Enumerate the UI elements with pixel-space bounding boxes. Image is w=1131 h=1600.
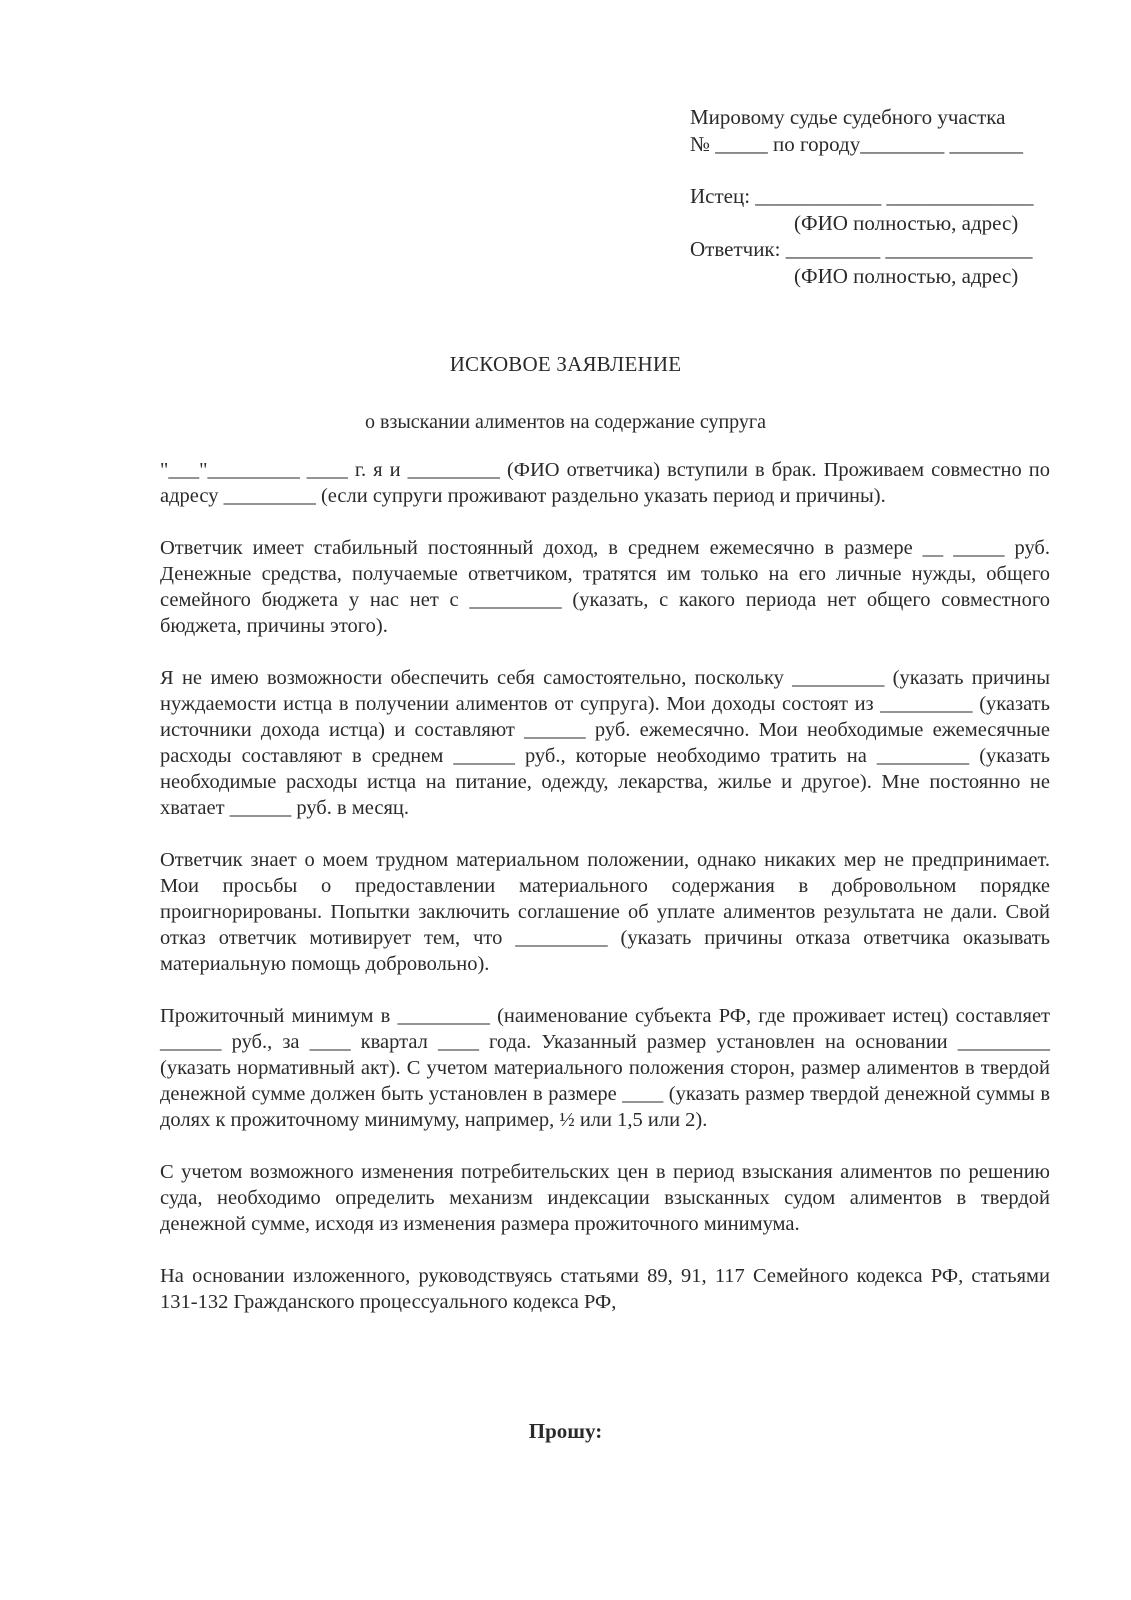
defendant-line: Ответчик: _________ ______________ <box>690 237 1033 261</box>
paragraph-refusal: Ответчик знает о моем трудном материальном положении, однако никаких мер не предпринимает. Мои просьбы о предоставлении материального содержания в добровольном порядке проигнорированы. Попытки заключить соглашение об уплате алиментов результата не дали. Свой отказ ответчик мотивирует тем, что _________ (указать причины отказа ответчика оказывать материальную помощь добровольно). <box>160 849 1050 975</box>
paragraph-subsistence-minimum: Прожиточный минимум в _________ (наименование субъекта РФ, где проживает истец) составляет ______ руб., за ____ квартал ____ года. Указанный размер установлен на основании _________ (указать нормативный акт). С учетом материального положения сторон, размер алиментов в твердой денежной сумме должен быть установлен в размере ____ (указать размер твердой денежной суммы в долях к прожиточному минимуму, например, ½ или 1,5 или 2). <box>160 1005 1050 1131</box>
addressee-line-1: Мировому судье судебного участка <box>690 105 1006 129</box>
paragraph-plaintiff-needs: Я не имею возможности обеспечить себя самостоятельно, поскольку _________ (указать причины нуждаемости истца в получении алиментов от супруга). Мои доходы состоят из _________ (указать источники дохода истца) и составляют ______ руб. ежемесячно. Мои необходимые ежемесячные расходы составляют в среднем ______ руб., которые необходимо тратить на _________ (указать необходимые расходы истца на питание, одежду, лекарства, жилье и другое). Мне постоянно не хватает ______ руб. в месяц. <box>160 667 1050 819</box>
request-heading: Прошу: <box>528 1419 603 1443</box>
document-subtitle: о взыскании алиментов на содержание супруга <box>365 411 766 433</box>
document-body <box>160 457 1050 1341</box>
addressee-line-2: № _____ по городу________ _______ <box>690 132 1023 156</box>
paragraph-defendant-income: Ответчик имеет стабильный постоянный доход, в среднем ежемесячно в размере __ _____ руб. Денежные средства, получаемые ответчиком, тратятся им только на его личные нужды, общего семейного бюджета у нас нет с _________ (указать, с какого периода нет общего совместного бюджета, причины этого). <box>160 537 1050 637</box>
paragraph-legal-basis: На основании изложенного, руководствуясь статьями 89, 91, 117 Семейного кодекса РФ, статьями 131-132 Гражданского процессуального кодекса РФ, <box>160 1265 1050 1313</box>
plaintiff-line: Истец: ____________ ______________ <box>690 184 1034 208</box>
document-title: ИСКОВОЕ ЗАЯВЛЕНИЕ <box>449 352 682 376</box>
paragraph-indexation: С учетом возможного изменения потребительских цен в период взыскания алиментов по решению суда, необходимо определить механизм индексации взысканных судом алиментов в твердой денежной сумме, исходя из изменения размера прожиточного минимума. <box>160 1161 1050 1235</box>
plaintiff-note: (ФИО полностью, адрес) <box>794 210 1019 235</box>
defendant-note: (ФИО полностью, адрес) <box>794 263 1019 288</box>
parties-block <box>690 183 1050 289</box>
court-addressee <box>690 104 1050 158</box>
paragraph-marriage: "___"_________ ____ г. я и _________ (ФИО ответчика) вступили в брак. Проживаем совместно по адресу _________ (если супруги проживают раздельно указать период и причины). <box>160 459 1050 507</box>
